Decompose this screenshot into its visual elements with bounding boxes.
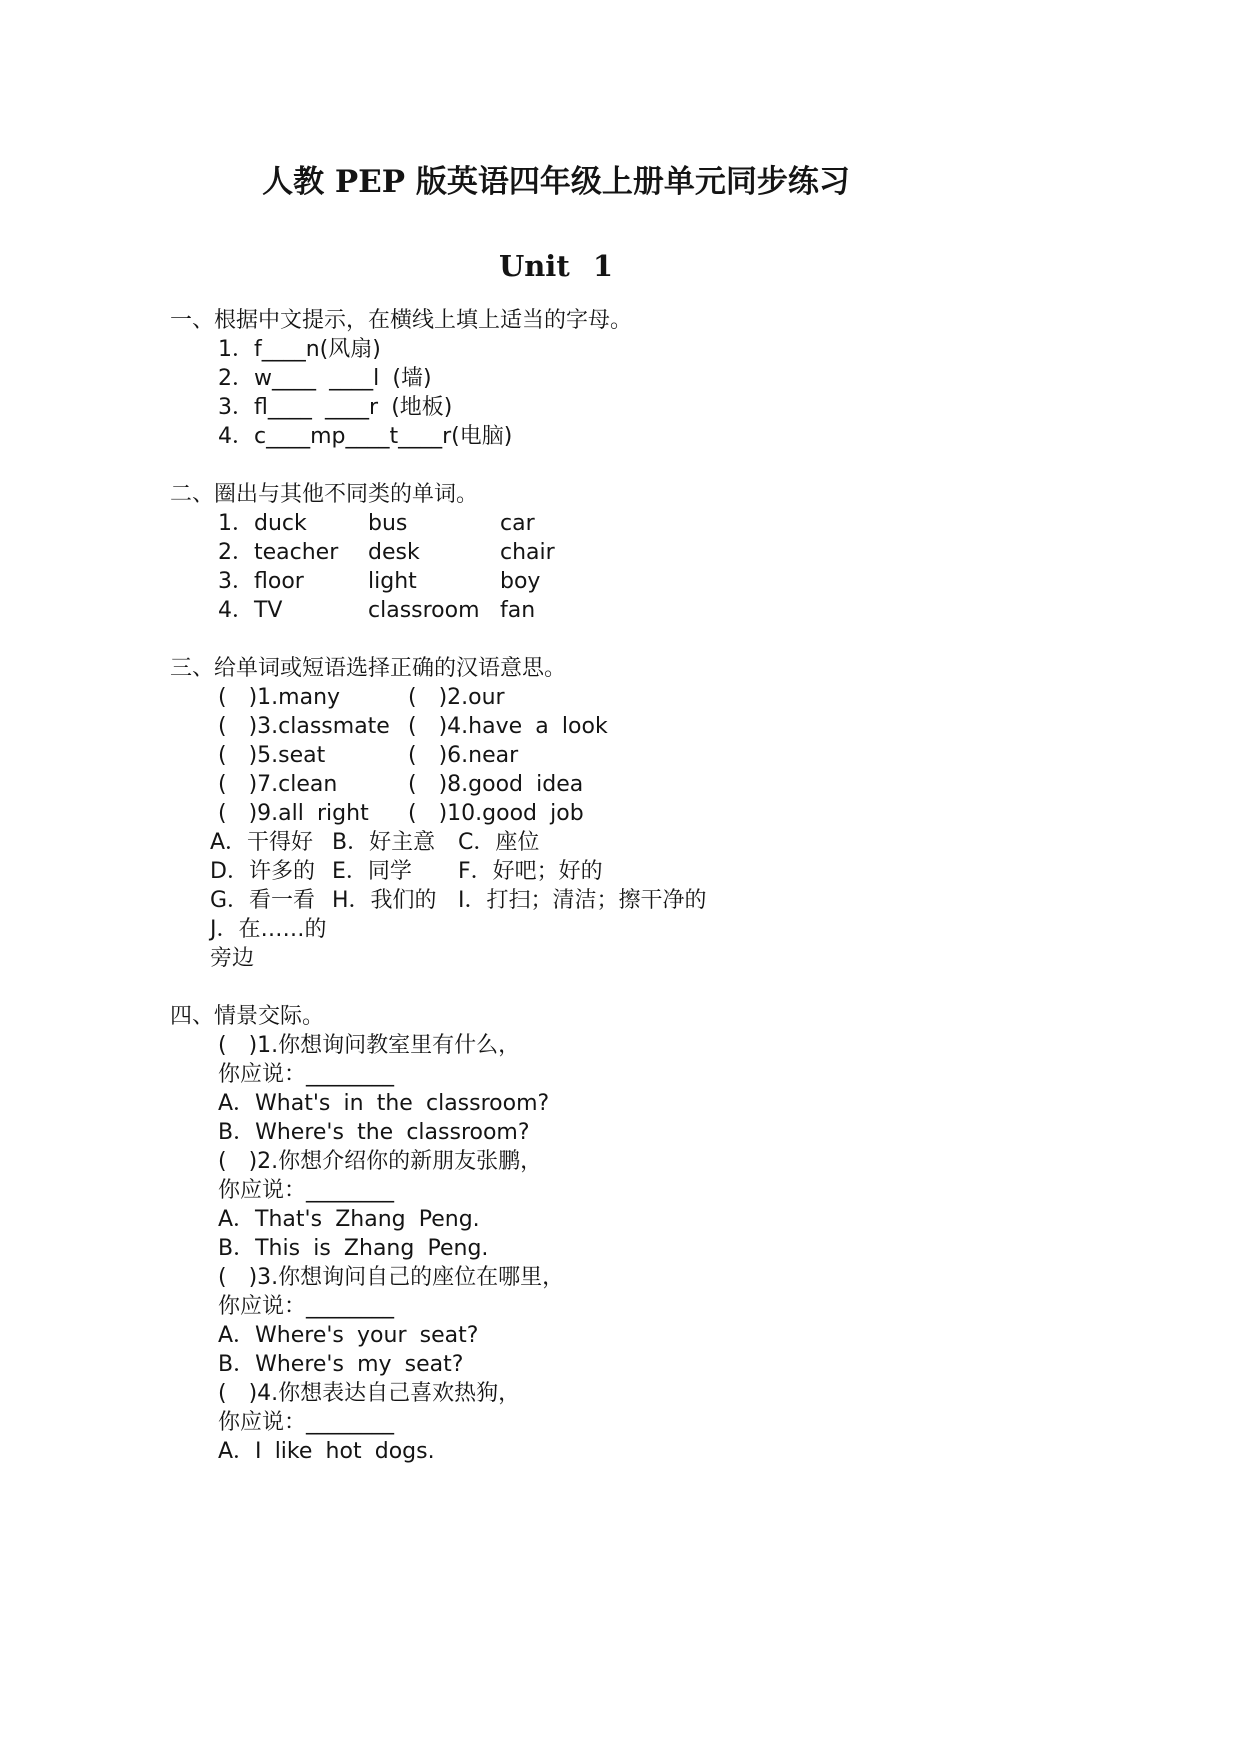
word-cell: boy: [500, 569, 541, 594]
word-cell: bus: [368, 511, 408, 536]
unit-subtitle: Unit 1: [498, 249, 614, 283]
word-cell: 2．teacher: [218, 540, 339, 565]
word-cell: 4．TV: [218, 598, 283, 623]
match-item: ( )8.good idea: [408, 772, 584, 797]
option-item: [332, 915, 458, 973]
option-item: G．看一看: [210, 888, 316, 913]
word-cell: car: [500, 511, 535, 536]
match-item: ( )3.classmate: [218, 714, 390, 739]
dialog-choice: B．Where's the classroom?: [218, 1120, 530, 1145]
section-4-heading: 四、情景交际。: [170, 1004, 325, 1029]
option-item: B．好主意: [332, 830, 436, 855]
match-item: ( )4.have a look: [408, 714, 608, 739]
dialog-blank: 你应说：________: [218, 1062, 395, 1087]
dialog-question: ( )1.你想询问教室里有什么，: [218, 1033, 521, 1058]
section-2-heading: 二、圈出与其他不同类的单词。: [170, 482, 479, 507]
dialog-question: ( )3.你想询问自己的座位在哪里，: [218, 1265, 565, 1290]
dialog-choice: A．What's in the classroom?: [218, 1091, 550, 1116]
option-item: D．许多的: [210, 859, 315, 884]
word-cell: 1．duck: [218, 511, 307, 536]
word-cell: fan: [500, 598, 536, 623]
section-1-heading: 一、根据中文提示，在横线上填上适当的字母。: [170, 308, 633, 333]
match-pair-row: [170, 712, 942, 741]
word-row: [170, 567, 942, 596]
match-item: ( )2.our: [408, 685, 505, 710]
option-row: [170, 857, 942, 886]
word-cell: light: [368, 569, 417, 594]
option-item: H．我们的: [332, 888, 437, 913]
option-row: [170, 915, 942, 973]
word-row: [170, 596, 942, 625]
dialog-question: ( )4.你想表达自己喜欢热狗，: [218, 1381, 521, 1406]
word-cell: 3．floor: [218, 569, 304, 594]
match-item: ( )9.all right: [218, 801, 369, 826]
dialog-choice: B．This is Zhang Peng.: [218, 1236, 489, 1261]
fill-letter-item: 3．fl____ ____r (地板): [218, 395, 453, 420]
option-row: [170, 886, 942, 915]
option-item: [458, 915, 942, 973]
word-row: [170, 538, 942, 567]
word-cell: chair: [500, 540, 555, 565]
word-cell: classroom: [368, 598, 480, 623]
option-row: [170, 828, 942, 857]
option-item: I．打扫；清洁；擦干净的: [458, 888, 707, 913]
match-pair-row: [170, 683, 942, 712]
section-3-heading: 三、给单词或短语选择正确的汉语意思。: [170, 656, 567, 681]
fill-letter-item: 2．w____ ____l (墙): [218, 366, 432, 391]
fill-letter-item: 1．f____n(风扇): [218, 337, 381, 362]
dialog-choice: A．I like hot dogs.: [218, 1439, 435, 1464]
match-item: ( )1.many: [218, 685, 341, 710]
match-pair-row: [170, 799, 942, 828]
match-item: ( )6.near: [408, 743, 519, 768]
option-item: C．座位: [458, 830, 540, 855]
option-item: A．干得好: [210, 830, 314, 855]
option-item: E．同学: [332, 859, 412, 884]
match-item: ( )5.seat: [218, 743, 326, 768]
dialog-blank: 你应说：________: [218, 1178, 395, 1203]
match-item: ( )7.clean: [218, 772, 338, 797]
option-item: F．好吧；好的: [458, 859, 603, 884]
dialog-choice: A．That's Zhang Peng.: [218, 1207, 480, 1232]
dialog-blank: 你应说：________: [218, 1410, 395, 1435]
dialog-choice: A．Where's your seat?: [218, 1323, 479, 1348]
word-cell: desk: [368, 540, 420, 565]
dialog-choice: B．Where's my seat?: [218, 1352, 464, 1377]
dialog-blank: 你应说：________: [218, 1294, 395, 1319]
word-row: [170, 509, 942, 538]
match-pair-row: [170, 770, 942, 799]
match-pair-row: [170, 741, 942, 770]
match-item: ( )10.good job: [408, 801, 584, 826]
worksheet-page: [170, 163, 942, 1466]
fill-letter-item: 4．c____mp____t____r(电脑): [218, 424, 513, 449]
dialog-question: ( )2.你想介绍你的新朋友张鹏，: [218, 1149, 543, 1174]
page-title: 人教 PEP 版英语四年级上册单元同步练习: [262, 164, 850, 200]
option-item: J．在……的旁边: [210, 917, 327, 971]
